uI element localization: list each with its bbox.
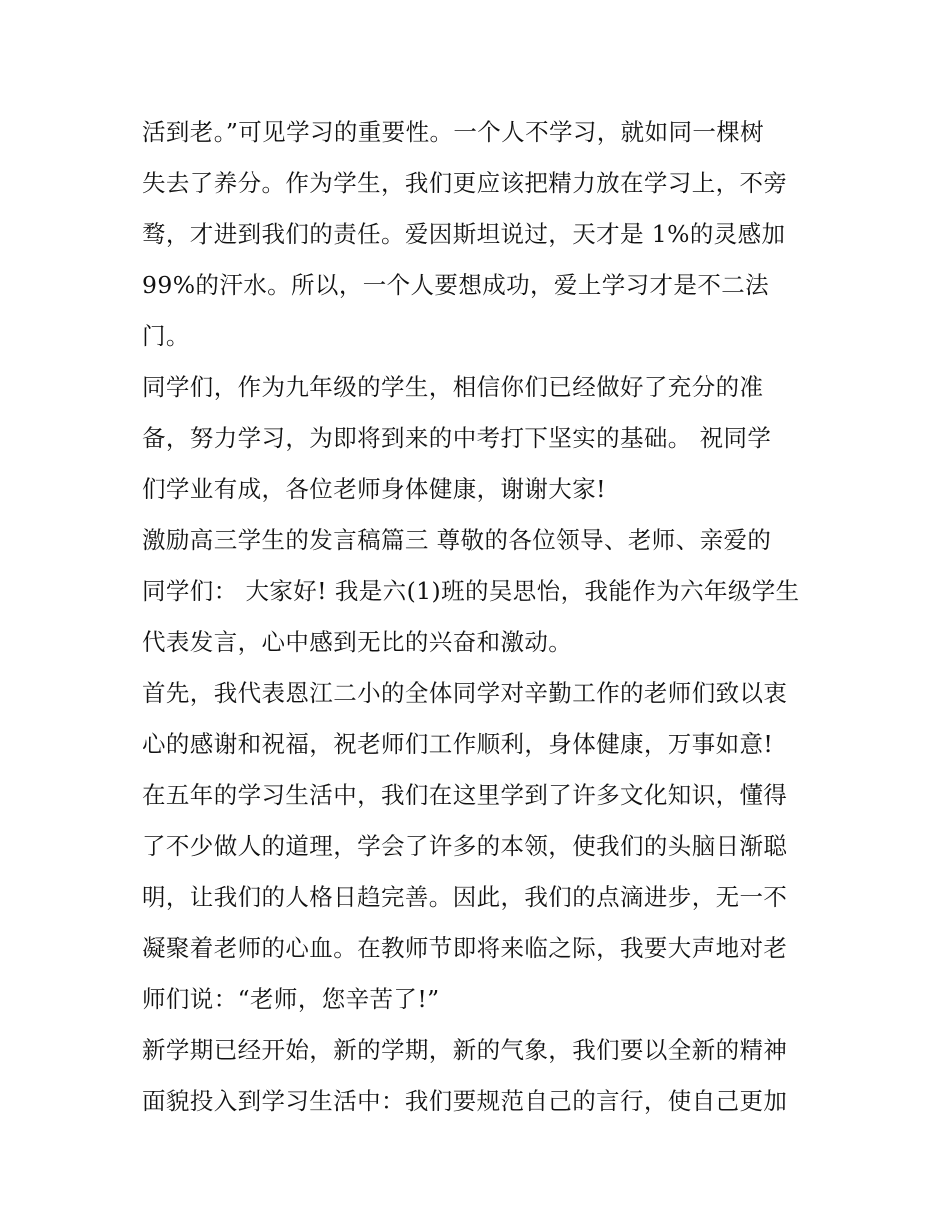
body-text bbox=[142, 107, 822, 1127]
text-line: 心的感谢和祝福，祝老师们工作顺利，身体健康，万事如意! bbox=[142, 730, 774, 758]
text-line: 骛，才进到我们的责任。爱因斯坦说过，天才是 1%的灵感加 bbox=[142, 220, 786, 248]
text-line: 同学们，作为九年级的学生，相信你们已经做好了充分的准 bbox=[142, 373, 764, 401]
text-line: 备，努力学习，为即将到来的中考打下坚实的基础。 祝同学 bbox=[142, 424, 772, 452]
text-line: 失去了养分。作为学生，我们更应该把精力放在学习上，不旁 bbox=[142, 169, 788, 197]
text-line: 了不少做人的道理，学会了许多的本领，使我们的头脑日渐聪 bbox=[142, 832, 788, 860]
text-line: 99%的汗水。所以，一个人要想成功，爱上学习才是不二法 bbox=[142, 271, 770, 299]
text-line: 激励高三学生的发言稿篇三 尊敬的各位领导、老师、亲爱的 bbox=[142, 526, 772, 554]
text-line: 门。 bbox=[142, 322, 190, 350]
text-line: 明，让我们的人格日趋完善。因此，我们的点滴进步，无一不 bbox=[142, 883, 788, 911]
text-line: 活到老。”可见学习的重要性。一个人不学习，就如同一棵树 bbox=[142, 118, 765, 146]
text-line: 师们说：“老师，您辛苦了!” bbox=[142, 985, 440, 1013]
text-line: 首先，我代表恩江二小的全体同学对辛勤工作的老师们致以衷 bbox=[142, 679, 788, 707]
text-line: 新学期已经开始，新的学期，新的气象，我们要以全新的精神 bbox=[142, 1036, 788, 1064]
text-line: 们学业有成，各位老师身体健康，谢谢大家! bbox=[142, 475, 606, 503]
text-line: 同学们： 大家好! 我是六(1)班的吴思怡，我能作为六年级学生 bbox=[142, 577, 800, 605]
text-line: 面貌投入到学习生活中：我们要规范自己的言行，使自己更加 bbox=[142, 1087, 788, 1115]
text-line: 代表发言，心中感到无比的兴奋和激动。 bbox=[142, 628, 573, 656]
text-line: 在五年的学习生活中，我们在这里学到了许多文化知识，懂得 bbox=[142, 781, 788, 809]
text-line: 凝聚着老师的心血。在教师节即将来临之际，我要大声地对老 bbox=[142, 934, 788, 962]
